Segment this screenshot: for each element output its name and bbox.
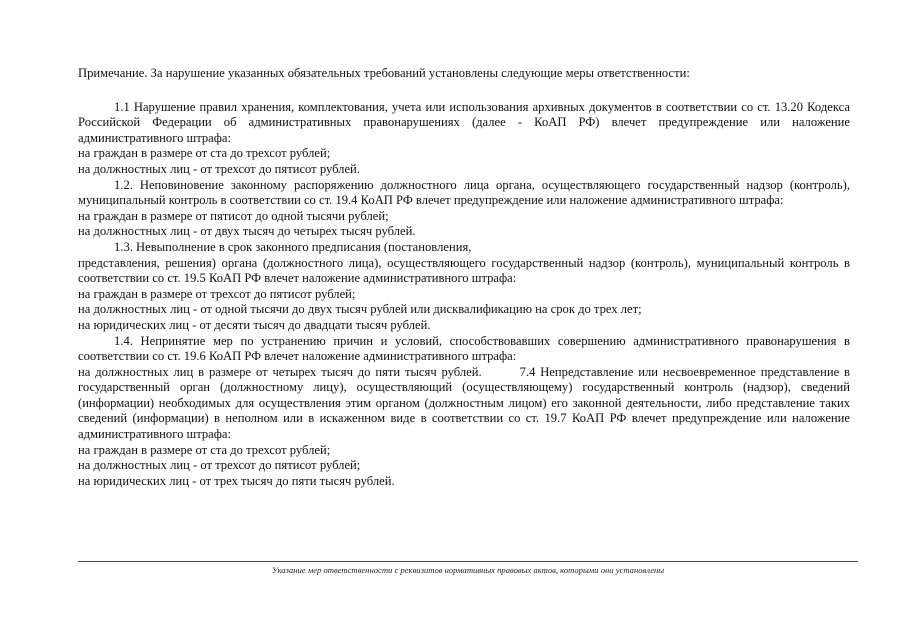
item-1-4-fine: на должностных лиц в размере от четырех тысяч до пяти тысяч рублей. xyxy=(78,364,482,379)
item-1-3-line-3: на юридических лиц - от десяти тысяч до двадцати тысяч рублей. xyxy=(78,317,431,332)
item-1-1-text: 1.1 Нарушение правил хранения, комплектования, учета или использования архивных документов в соответствии со ст. 13.20 Кодекса Российской Федерации об административных правонарушениях (далее - КоАП РФ) влечет предупреждение или наложение административного штрафа: xyxy=(78,99,850,145)
footer-caption: Указание мер ответственности с реквизитов нормативных правовых актов, которыми они установлены xyxy=(271,565,665,575)
item-7-4-line-1: на граждан в размере от ста до трехсот рублей; xyxy=(78,442,331,457)
item-7-4-paragraph xyxy=(78,365,850,443)
item-7-4-text: 7.4 Непредставление или несвоевременное представление в государственный орган (должностному лицу), осуществляющий (осуществляющему) государственный контроль (надзор), сведений (информации) необходимых для осуществления этим органом (должностным лицом) его законной деятельности, либо представление таких сведений (информации) в неполном или в искаженном виде в соответствии со ст. 19.7 КоАП РФ влечет предупреждение или наложение административного штрафа: xyxy=(78,364,850,442)
item-1-1-line-1: на граждан в размере от ста до трехсот рублей; xyxy=(78,146,331,161)
document-body xyxy=(78,66,850,489)
item-1-2-line-1: на граждан в размере от пятисот до одной тысячи рублей; xyxy=(78,208,389,223)
item-1-2-line-2: на должностных лиц - от двух тысяч до четырех тысяч рублей. xyxy=(78,224,416,239)
item-7-4-line-3: на юридических лиц - от трех тысяч до пяти тысяч рублей. xyxy=(78,473,395,488)
footer-divider xyxy=(78,561,858,562)
item-1-1-line-2: на должностных лиц - от трехсот до пятисот рублей. xyxy=(78,161,360,176)
item-1-3-text-rest: представления, решения) органа (должностного лица), осуществляющего государственный надзор (контроль), муниципальный контроль в соответствии со ст. 19.5 КоАП РФ влечет наложение административного штрафа: xyxy=(78,255,850,286)
item-1-2-text: 1.2. Неповиновение законному распоряжению должностного лица органа, осуществляющего государственный надзор (контроль), муниципальный контроль в соответствии со ст. 19.4 КоАП РФ влечет предупреждение или наложение административного штрафа: xyxy=(78,177,850,208)
note-heading: Примечание. За нарушение указанных обязательных требований установлены следующие меры ответственности: xyxy=(78,66,690,80)
item-1-3-line-1: на граждан в размере от трехсот до пятисот рублей; xyxy=(78,286,356,301)
item-1-3-text-first: 1.3. Невыполнение в срок законного предписания (постановления, xyxy=(114,239,472,254)
item-7-4-line-2: на должностных лиц - от трехсот до пятисот рублей; xyxy=(78,458,361,473)
item-1-4-text: 1.4. Непринятие мер по устранению причин и условий, способствовавших совершению административного правонарушения в соответствии со ст. 19.6 КоАП РФ влечет наложение административного штрафа: xyxy=(78,333,850,364)
item-1-3-line-2: на должностных лиц - от одной тысячи до двух тысяч рублей или дисквалификацию на срок до трех лет; xyxy=(78,302,642,317)
